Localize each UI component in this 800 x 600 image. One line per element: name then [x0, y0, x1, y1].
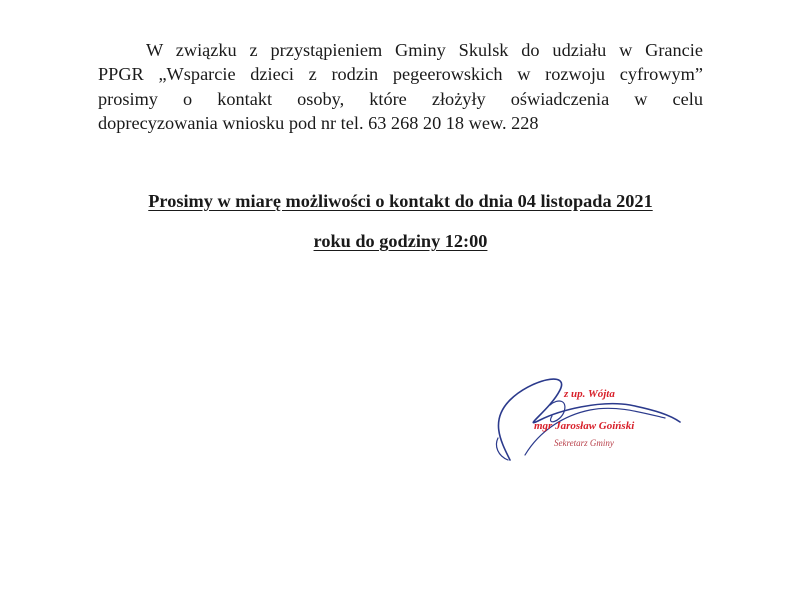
paragraph-line: PPGR „Wsparcie dzieci z rodzin pegeerowskich w rozwoju cyfrowym” [98, 64, 703, 85]
paragraph-line: prosimy o kontakt osoby, które złożyły oświadczenia w celu [98, 88, 703, 109]
letter-paragraph [98, 38, 703, 136]
handwritten-signature [480, 360, 700, 470]
stamp-line: Sekretarz Gminy [554, 438, 614, 448]
stamp-line: z up. Wójta [564, 388, 615, 400]
deadline-notice-line: roku do godziny 12:00 [313, 231, 488, 251]
deadline-notice-line: Prosimy w miarę możliwości o kontakt do dnia 04 listopada 2021 [148, 191, 653, 211]
stamp-line: mgr Jarosław Goiński [534, 420, 635, 432]
signature-stamp [480, 360, 700, 470]
paragraph-line: doprecyzowania wniosku pod nr tel. 63 268 20 18 wew. 228 [98, 113, 539, 134]
paragraph-line: W związku z przystąpieniem Gminy Skulsk do udziału w Grancie [146, 40, 703, 60]
